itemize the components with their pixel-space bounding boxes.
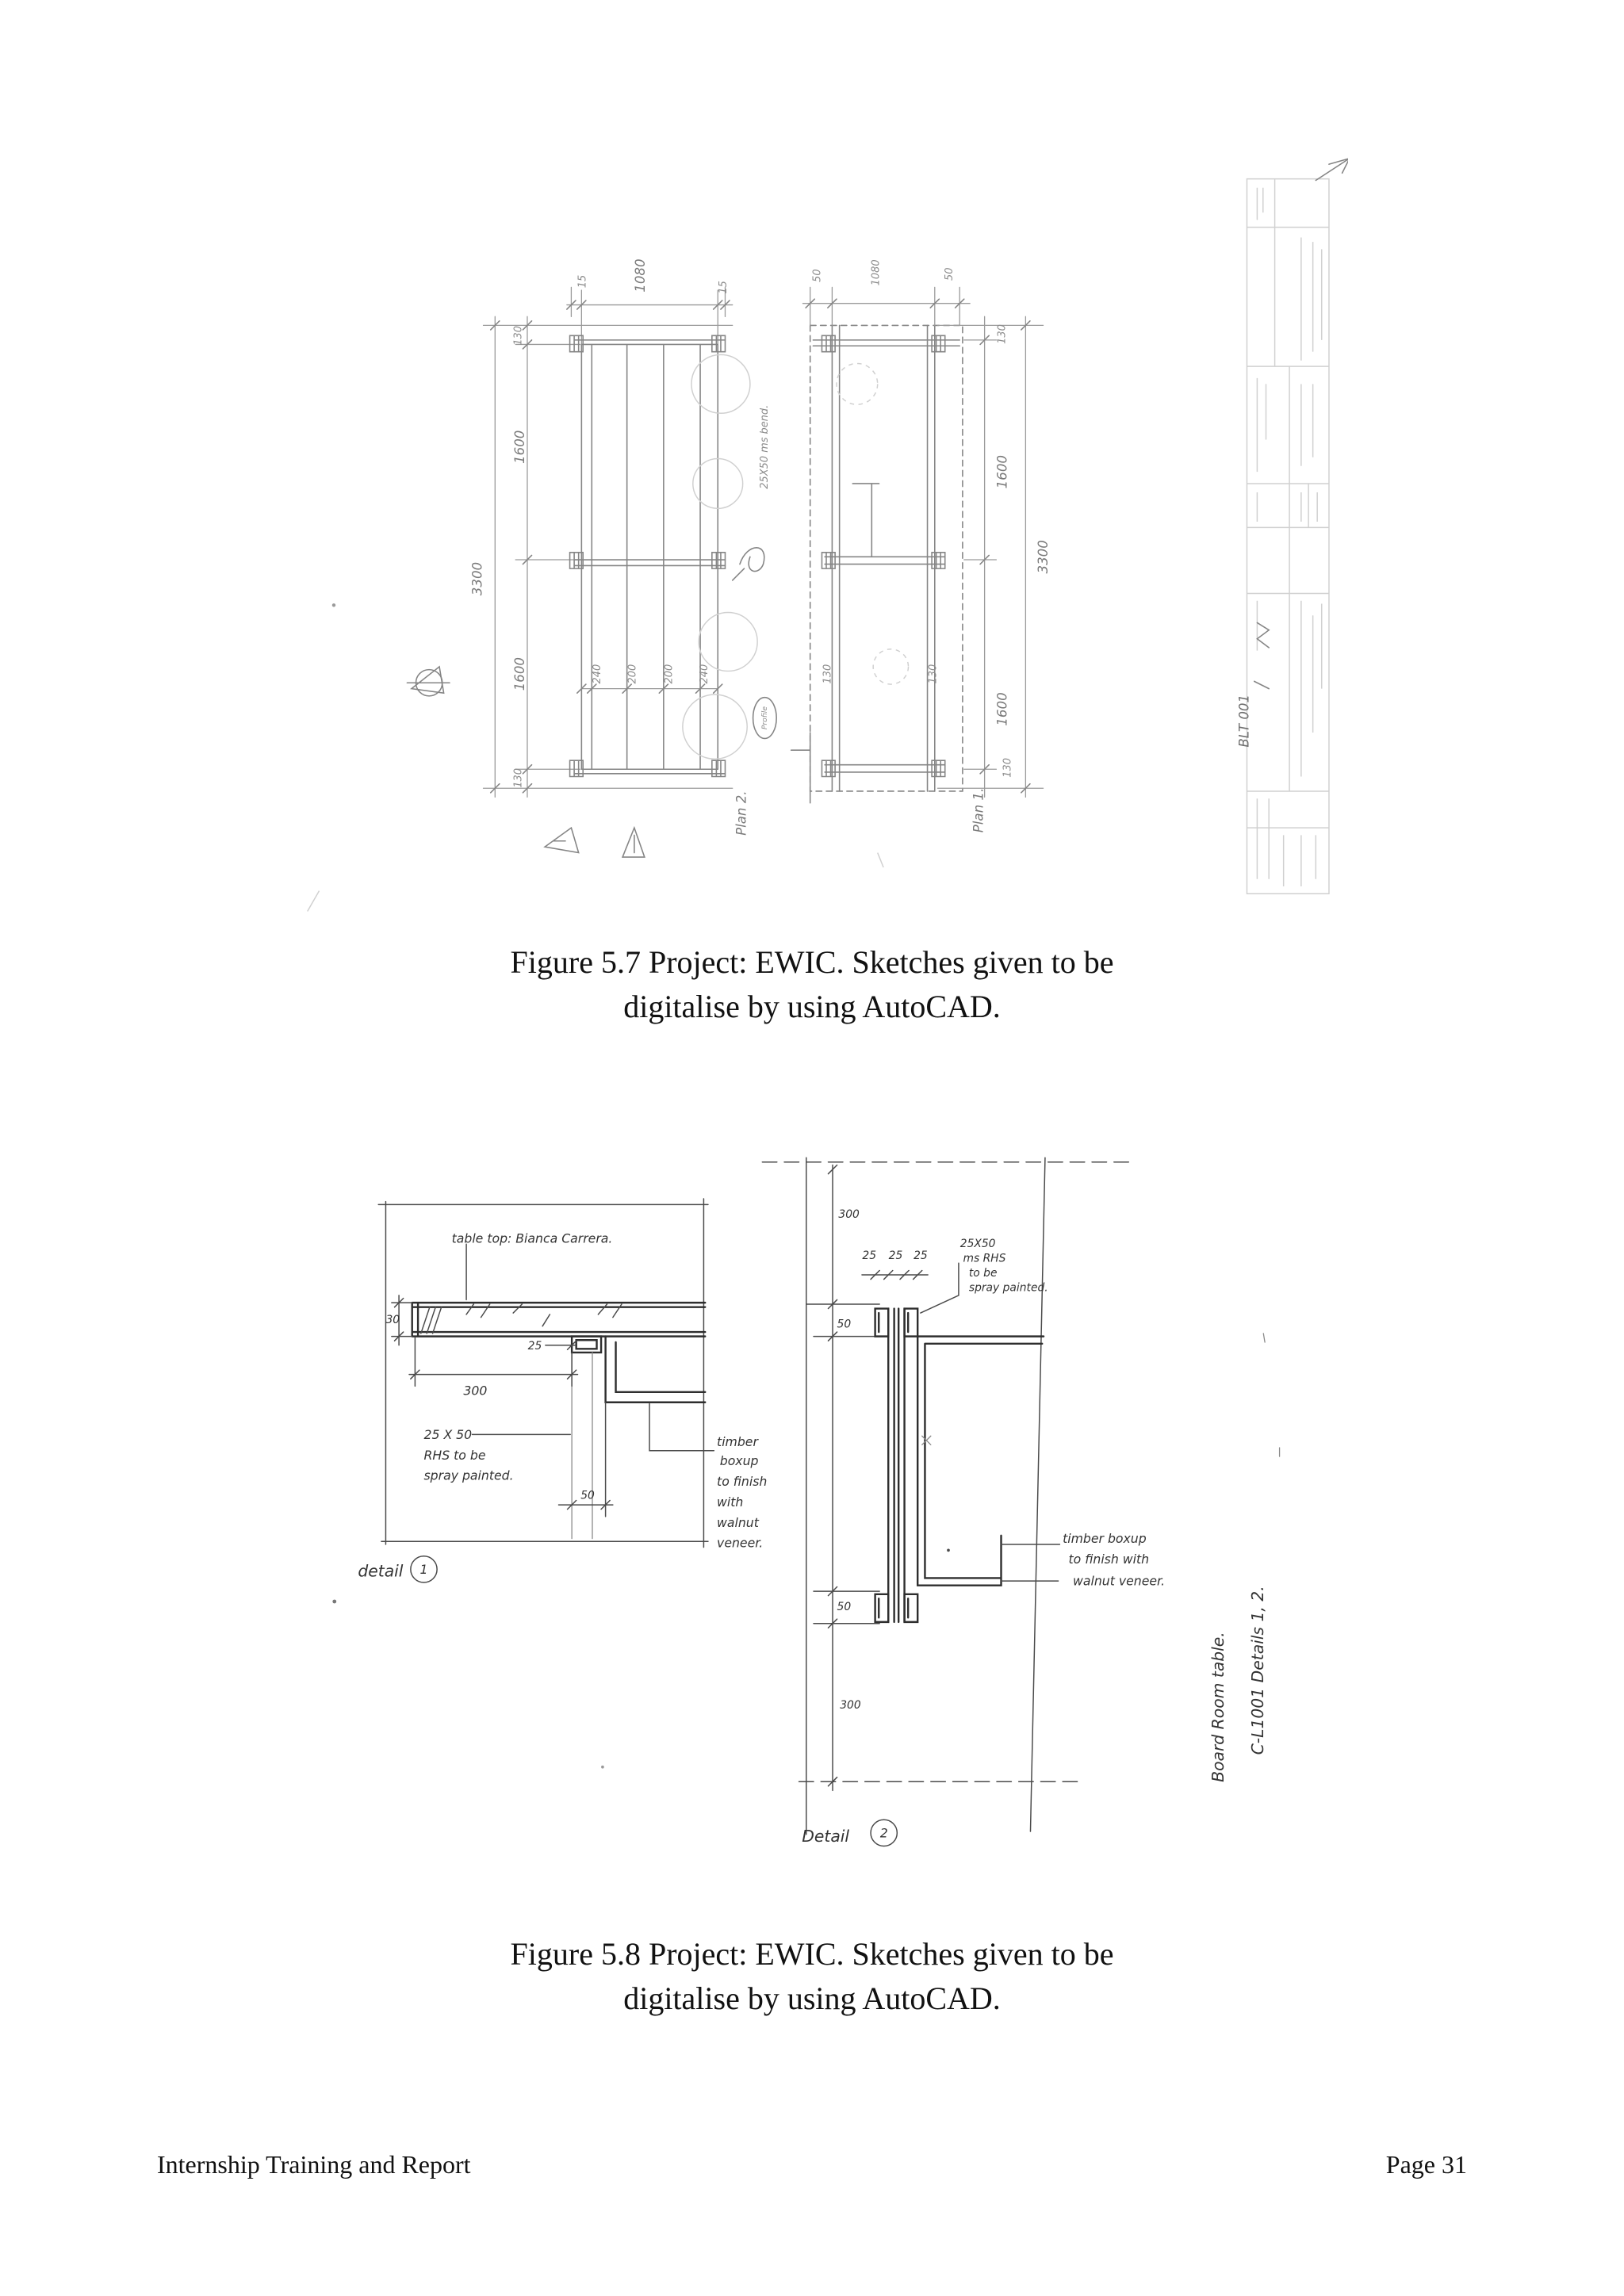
plan-1-top-left: 50 [811, 269, 824, 282]
detail-2-rhs-members [875, 1309, 918, 1622]
stray-dot [332, 603, 335, 607]
view-markers [407, 667, 644, 857]
detail-1-tag-word: detail [358, 1561, 404, 1581]
detail-1-boxup-note: walnut [717, 1514, 759, 1530]
plan-2-top-left: 15 [576, 274, 589, 289]
detail-1-drawing [358, 1199, 767, 1582]
chair-outline [873, 649, 908, 684]
plan-2-board-width: 200 [663, 664, 676, 684]
plan-1-span-lower: 1600 [994, 692, 1010, 726]
figure-5-7-sketch [285, 147, 1348, 916]
detail-2-lower-depth: 50 [837, 1601, 852, 1614]
detail-1-leg [572, 1353, 592, 1539]
plan-2-board-width: 240 [592, 664, 604, 684]
detail-2-top-dim: 300 [838, 1207, 860, 1221]
title-block-scribble [1254, 622, 1269, 688]
corner-mark [1316, 159, 1348, 181]
stray-pencil-mark [308, 853, 883, 912]
detail-2-boxup-note: timber boxup [1063, 1531, 1147, 1547]
stray-dot [601, 1766, 604, 1769]
plan-1-title: Plan 1. [971, 787, 986, 833]
plan-2-dimension-lines [484, 287, 733, 797]
plan-1-top-width: 1080 [870, 259, 883, 286]
drawing-number: BLT 001 [1236, 694, 1252, 748]
detail-2-cross-mark [922, 1436, 931, 1445]
elevation-marker [545, 828, 579, 852]
plan-2-title: Plan 2. [733, 790, 749, 836]
sheet-note-line: Board Room table. [1208, 1632, 1228, 1782]
plan-1-frame [791, 325, 960, 802]
detail-2-cut-lines [762, 1162, 1128, 1781]
detail-1-timber-boxup [606, 1337, 706, 1402]
caption-line: digitalise by using AutoCAD. [623, 989, 1001, 1024]
figure-caption [0, 1932, 1624, 2021]
member-annotations [733, 405, 776, 739]
detail-2-upper-depth: 50 [837, 1318, 852, 1331]
figure-5-8-sketch [323, 1150, 1304, 1861]
caption-line: digitalise by using AutoCAD. [623, 1980, 1001, 2016]
detail-1-top-note: table top: Bianca Carrera. [451, 1230, 613, 1246]
detail-2-bottom-dim: 300 [840, 1698, 861, 1712]
plan-2-dimension-ticks [491, 300, 730, 793]
plan-1-total-length: 3300 [1036, 540, 1051, 574]
detail-2-drawing [762, 1158, 1165, 1846]
figure-caption [0, 940, 1624, 1029]
plan-2-top-width: 1080 [632, 258, 648, 293]
detail-1-rhs-member [572, 1337, 601, 1353]
detail-2-rhs-note: ms RHS [963, 1252, 1006, 1265]
footer-report-title: Internship Training and Report [157, 2150, 471, 2179]
plan-1-inner-left: 130 [822, 664, 834, 684]
detail-2-dot [947, 1548, 950, 1552]
detail-1-boxup-note: veneer. [717, 1535, 764, 1551]
detail-1-rhs-note: spray painted. [423, 1468, 514, 1483]
detail-2-timber-boxup [917, 1337, 1044, 1586]
elevation-marker [622, 828, 645, 857]
detail-1-rhs-width: 25 [527, 1340, 542, 1353]
detail-2-rhs-note: to be [968, 1266, 998, 1280]
detail-1-tag-number: 1 [419, 1561, 428, 1577]
detail-2-member-dim: 25 [888, 1249, 903, 1263]
plan-2-end-top: 130 [512, 326, 525, 346]
footer-page-number: Page 31 [1385, 2150, 1467, 2179]
plan-1-end-top: 130 [996, 324, 1009, 344]
detail-1-table-top [412, 1303, 706, 1336]
sheet-note-line: C-L1001 Details 1, 2. [1247, 1586, 1267, 1755]
plan-2-rail-ends [570, 335, 726, 776]
detail-2-tag-number: 2 [879, 1825, 888, 1841]
detail-1-leg-width: 50 [580, 1489, 595, 1502]
plan-2-total-length: 3300 [469, 561, 485, 596]
stray-dot [332, 1600, 336, 1604]
plan-2-board-width: 240 [699, 664, 711, 684]
section-marker-arrow [407, 667, 450, 693]
plan-2-drawing [470, 258, 758, 835]
plan-2-span-upper: 1600 [512, 430, 528, 464]
plan-2-span-lower: 1600 [512, 656, 528, 691]
plan-2-board-width: 200 [626, 664, 639, 684]
plan-1-span-upper: 1600 [994, 455, 1010, 489]
plan-1-top-right: 50 [943, 267, 956, 281]
member-note-curl [733, 548, 764, 580]
detail-2-member-dim: 25 [862, 1249, 877, 1263]
plan-1-rail-ends [822, 335, 944, 776]
detail-2-table-top-section [888, 1309, 904, 1622]
detail-2-rhs-note: spray painted. [968, 1281, 1048, 1295]
plan-2-table-boards [574, 340, 725, 774]
plan-1-end-bottom: 130 [1002, 758, 1014, 778]
chair-outline [699, 613, 757, 672]
detail-1-boxup-note: with [717, 1494, 744, 1510]
detail-2-rhs-note: 25X50 [959, 1237, 996, 1250]
plan-1-outline-dashed [810, 325, 963, 791]
plan-2-chair-outlines [683, 354, 757, 759]
stray-pencil-mark [1263, 1334, 1279, 1456]
plan-1-drawing [791, 259, 1051, 832]
plan-2-end-bottom: 130 [512, 767, 525, 788]
detail-1-frame [378, 1199, 708, 1548]
detail-2-boxup-note: walnut veneer. [1073, 1573, 1166, 1589]
plan-1-inner-right: 130 [927, 664, 940, 684]
plan-2-top-right: 15 [718, 281, 730, 294]
detail-1-rhs-note: RHS to be [423, 1447, 486, 1463]
title-block [1236, 179, 1329, 894]
detail-1-top-thickness: 30 [385, 1313, 400, 1326]
detail-1-boxup-note: boxup [719, 1453, 759, 1469]
caption-line: Figure 5.7 Project: EWIC. Sketches given to be [510, 944, 1114, 980]
detail-1-rhs-note: 25 X 50 [423, 1426, 473, 1442]
chair-outline [837, 363, 878, 404]
detail-1-boxup-note: timber [717, 1434, 758, 1450]
member-note: 25X50 ms bend. [758, 404, 771, 489]
detail-2-tag-word: Detail [802, 1826, 850, 1846]
detail-1-stone-texture [421, 1304, 622, 1334]
detail-1-overhang: 300 [463, 1383, 488, 1399]
detail-2-member-dim: 25 [914, 1249, 928, 1263]
sheet-note [1208, 1586, 1267, 1782]
title-block-frame [1247, 179, 1329, 894]
chair-outline [683, 695, 747, 759]
detail-2-boxup-note: to finish with [1068, 1551, 1150, 1567]
caption-line: Figure 5.8 Project: EWIC. Sketches given to be [510, 1936, 1114, 1972]
detail-1-boxup-note: to finish [717, 1474, 768, 1490]
profile-tag: Profile [760, 706, 769, 730]
